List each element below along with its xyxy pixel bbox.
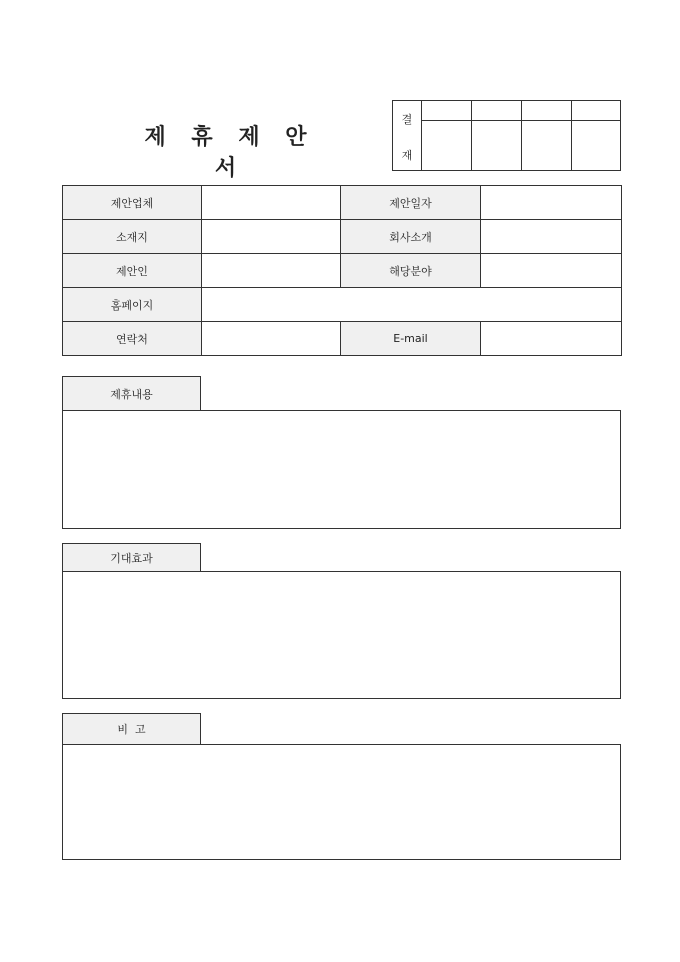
- expected-effect-box[interactable]: [62, 571, 621, 699]
- company-intro-field[interactable]: [481, 220, 622, 254]
- approval-title-cell[interactable]: [472, 101, 521, 121]
- proposer-field[interactable]: [202, 254, 341, 288]
- info-table: [62, 185, 622, 356]
- table-row: [63, 220, 622, 254]
- approval-header-top: 결: [401, 113, 413, 126]
- approval-column: [572, 101, 620, 170]
- document-title: 제 휴 제 안 서: [144, 125, 316, 181]
- approval-column: [472, 101, 522, 170]
- approval-title-cell[interactable]: [572, 101, 620, 121]
- proposer-label: 제안인: [63, 254, 202, 288]
- approval-title-cell[interactable]: [522, 101, 571, 121]
- partnership-content-box[interactable]: [62, 410, 621, 529]
- table-row: [63, 254, 622, 288]
- email-field[interactable]: [481, 322, 622, 356]
- company-intro-label: 회사소개: [341, 220, 481, 254]
- location-label: 소재지: [63, 220, 202, 254]
- proposal-date-label: 제안일자: [341, 186, 481, 220]
- approval-header-bottom: 재: [401, 149, 413, 162]
- homepage-label: 홈페이지: [63, 288, 202, 322]
- approval-column: [422, 101, 472, 170]
- proposing-company-field[interactable]: [202, 186, 341, 220]
- approval-column: [522, 101, 572, 170]
- remarks-box[interactable]: [62, 744, 621, 860]
- table-row: [63, 288, 622, 322]
- proposal-date-field[interactable]: [481, 186, 622, 220]
- approval-header: [393, 101, 422, 170]
- field-label: 해당분야: [341, 254, 481, 288]
- remarks-tab: 비 고: [62, 713, 201, 745]
- contact-field[interactable]: [202, 322, 341, 356]
- approval-box: [392, 100, 621, 171]
- table-row: [63, 186, 622, 220]
- approval-title-cell[interactable]: [422, 101, 471, 121]
- field-field[interactable]: [481, 254, 622, 288]
- partnership-content-tab: 제휴내용: [62, 376, 201, 411]
- homepage-field[interactable]: [202, 288, 622, 322]
- contact-label: 연락처: [63, 322, 202, 356]
- expected-effect-tab: 기대효과: [62, 543, 201, 572]
- location-field[interactable]: [202, 220, 341, 254]
- table-row: [63, 322, 622, 356]
- proposing-company-label: 제안업체: [63, 186, 202, 220]
- email-label: E-mail: [341, 322, 481, 356]
